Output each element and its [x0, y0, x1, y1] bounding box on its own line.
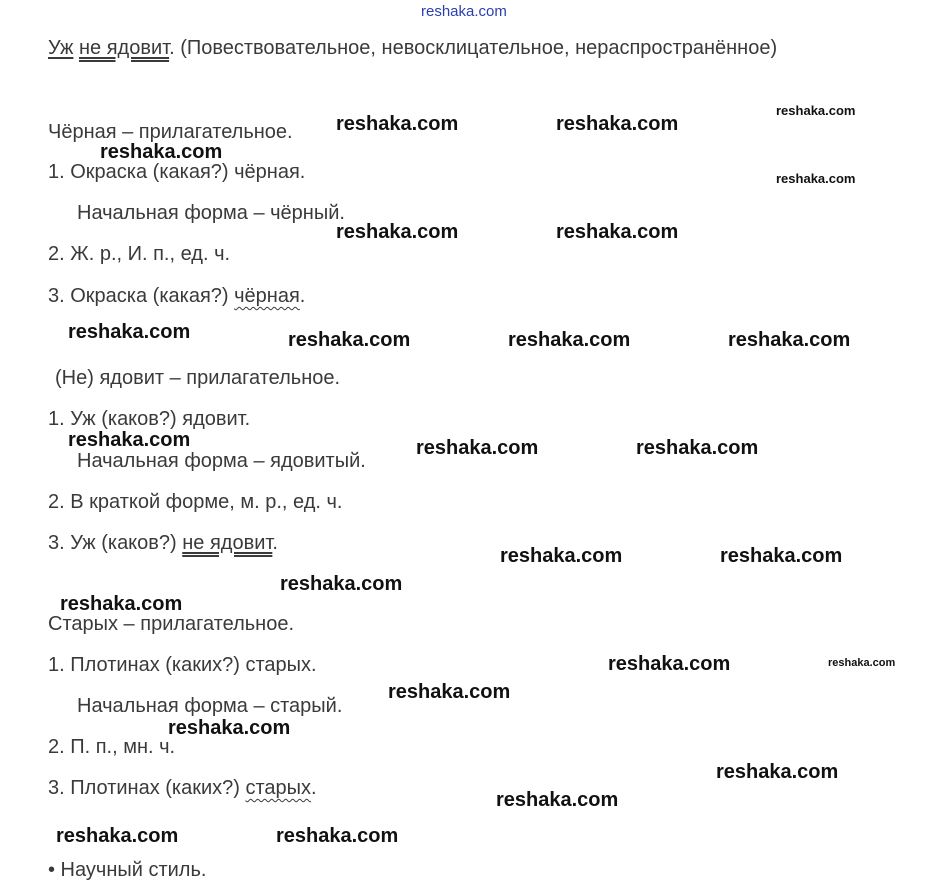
sentence-line — [48, 36, 777, 60]
sentence-rest: . (Повествовательное, невосклицательное, нераспространённое) — [169, 37, 778, 59]
watermark: reshaka.com — [280, 573, 403, 595]
block3-line4 — [48, 776, 317, 800]
watermark: reshaka.com — [336, 113, 459, 135]
block2-line4-end: . — [272, 532, 278, 554]
watermark: reshaka.com — [68, 429, 191, 451]
watermark: reshaka.com — [556, 113, 679, 135]
block2-line4-word: не ядовит — [182, 532, 273, 554]
watermark: reshaka.com — [776, 103, 856, 118]
block1-line4 — [48, 284, 305, 308]
watermark: reshaka.com — [416, 437, 539, 459]
watermark: reshaka.com — [508, 329, 631, 351]
watermark: reshaka.com — [636, 437, 759, 459]
watermark-header: reshaka.com — [421, 3, 507, 20]
watermark: reshaka.com — [496, 789, 619, 811]
block1-line4-text: 3. Окраска (какая?) — [48, 285, 235, 307]
block1-line4-word: чёрная — [234, 285, 300, 307]
watermark: reshaka.com — [276, 825, 399, 847]
watermark: reshaka.com — [556, 221, 679, 243]
watermark: reshaka.com — [60, 593, 183, 615]
watermark: reshaka.com — [720, 545, 843, 567]
block3-line4-end: . — [311, 777, 317, 799]
watermark: reshaka.com — [168, 717, 291, 739]
block1-title: Чёрная – прилагательное. — [48, 121, 293, 143]
block3-line1: 1. Плотинах (каких?) старых. — [48, 654, 317, 676]
block2-line1: 1. Уж (каков?) ядовит. — [48, 408, 251, 430]
block2-line3: 2. В краткой форме, м. р., ед. ч. — [48, 491, 343, 513]
block2-line4-text: 3. Уж (каков?) — [48, 532, 183, 554]
watermark: reshaka.com — [776, 171, 856, 186]
sentence-predicate: не ядовит — [78, 37, 170, 59]
watermark: reshaka.com — [56, 825, 179, 847]
watermark: reshaka.com — [728, 329, 851, 351]
watermark: reshaka.com — [828, 657, 896, 669]
sentence-subject: Уж — [48, 37, 74, 59]
watermark: reshaka.com — [716, 761, 839, 783]
watermark: reshaka.com — [608, 653, 731, 675]
watermark: reshaka.com — [100, 141, 223, 163]
block3-title: Старых – прилагательное. — [48, 613, 295, 635]
footer-style: • Научный стиль. — [48, 859, 207, 881]
block3-line4-word: старых — [245, 777, 312, 799]
block3-line2: Начальная форма – старый. — [77, 695, 343, 717]
block2-title: (Не) ядовит – прилагательное. — [55, 367, 341, 389]
watermark: reshaka.com — [336, 221, 459, 243]
block3-line4-text: 3. Плотинах (каких?) — [48, 777, 246, 799]
watermark: reshaka.com — [68, 321, 191, 343]
watermark: reshaka.com — [388, 681, 511, 703]
block2-line4 — [48, 531, 278, 555]
watermark: reshaka.com — [500, 545, 623, 567]
block3-line3: 2. П. п., мн. ч. — [48, 736, 176, 758]
block1-line3: 2. Ж. р., И. п., ед. ч. — [48, 243, 231, 265]
block1-line1: 1. Окраска (какая?) чёрная. — [48, 161, 306, 183]
block1-line4-end: . — [299, 285, 306, 307]
block1-line2: Начальная форма – чёрный. — [77, 202, 345, 224]
block2-line2: Начальная форма – ядовитый. — [77, 450, 366, 472]
watermark: reshaka.com — [288, 329, 411, 351]
